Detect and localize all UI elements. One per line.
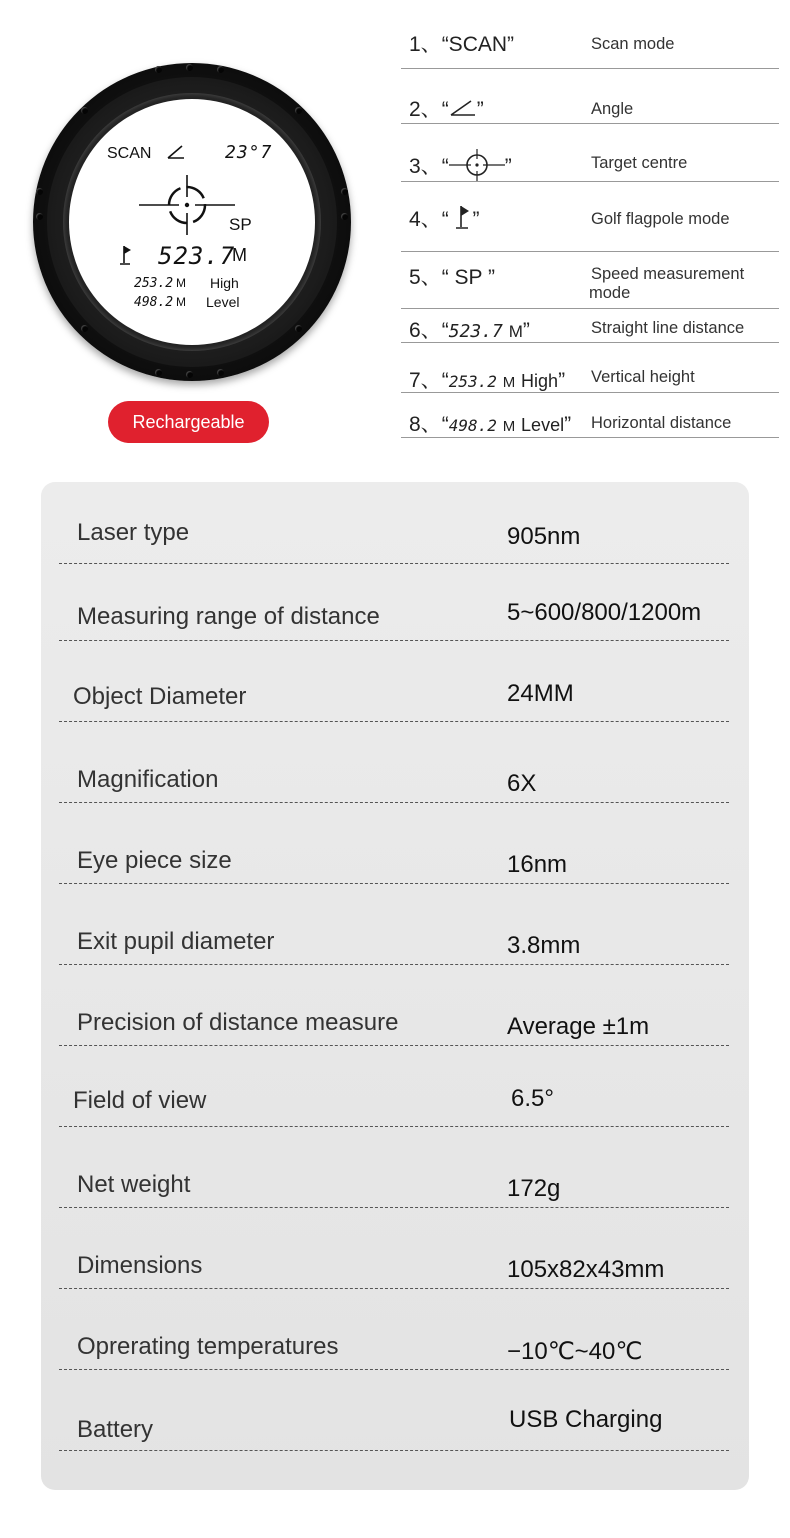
spec-row bbox=[59, 964, 729, 1046]
spec-label: Magnification bbox=[77, 766, 219, 793]
spec-label: Measuring range of distance bbox=[77, 603, 380, 630]
legend-symbol-word: High bbox=[521, 371, 559, 391]
legend-item: 8、“498.2 M Level” Horizontal distance bbox=[401, 392, 779, 438]
spec-value: 16nm bbox=[507, 851, 568, 878]
rechargeable-badge: Rechargeable bbox=[108, 401, 269, 443]
legend-num: 8、 bbox=[409, 413, 442, 436]
spec-value: 105x82x43mm bbox=[507, 1256, 665, 1283]
legend-item: 3、“ ” Target centre bbox=[401, 123, 779, 182]
legend-num: 6、 bbox=[409, 319, 442, 342]
spec-label: Precision of distance measure bbox=[77, 1009, 399, 1036]
crosshair-icon bbox=[449, 147, 505, 183]
legend-desc: Scan mode bbox=[591, 35, 675, 53]
spec-value: USB Charging bbox=[509, 1406, 663, 1433]
spec-panel bbox=[41, 482, 749, 1490]
lcd-sp-text: SP bbox=[229, 215, 252, 234]
spec-value: 5~600/800/1200m bbox=[507, 599, 702, 626]
angle-icon bbox=[449, 98, 477, 118]
lcd-scan-text: SCAN bbox=[107, 145, 152, 162]
legend-item: 4、“ ” Golf flagpole mode bbox=[401, 181, 779, 252]
legend-item: 7、“253.2 M High” Vertical height bbox=[401, 342, 779, 393]
legend-symbol-unit: M bbox=[508, 322, 523, 341]
spec-row bbox=[59, 563, 729, 641]
legend-num: 7、 bbox=[409, 369, 442, 392]
spec-value: 905nm bbox=[507, 523, 581, 550]
spec-row bbox=[59, 883, 729, 965]
legend-num: 3、 bbox=[409, 155, 442, 178]
spec-row bbox=[59, 802, 729, 884]
flag-icon bbox=[455, 204, 473, 230]
lcd-main-unit: M bbox=[232, 245, 247, 265]
spec-value: −10℃~40℃ bbox=[507, 1338, 643, 1365]
legend-num: 1、 bbox=[409, 33, 442, 56]
legend-desc: Target centre bbox=[591, 154, 688, 172]
spec-label: Laser type bbox=[77, 519, 190, 546]
legend-num: 5、 bbox=[409, 266, 442, 289]
legend-item: 6、“523.7 M” Straight line distance bbox=[401, 308, 779, 343]
lcd-main-distance: 523.7 bbox=[158, 242, 236, 270]
legend-desc: Straight line distance bbox=[591, 319, 745, 337]
legend-desc: Angle bbox=[591, 100, 634, 118]
legend-symbol-value: 253.2 bbox=[448, 372, 497, 391]
spec-label: Object Diameter bbox=[73, 683, 247, 710]
lcd-high-value: 253.2 bbox=[134, 276, 174, 291]
legend-symbol-value: 498.2 bbox=[448, 416, 497, 435]
lcd-high-word: High bbox=[210, 275, 239, 291]
spec-label: Dimensions bbox=[77, 1252, 203, 1279]
legend-desc: Horizontal distance bbox=[591, 414, 732, 432]
flag-icon bbox=[119, 244, 135, 266]
legend-symbol-value: 523.7 bbox=[448, 321, 503, 342]
legend-num: 4、 bbox=[409, 208, 442, 231]
lcd-content bbox=[33, 63, 351, 381]
spec-label: Eye piece size bbox=[77, 847, 232, 874]
legend-desc: Speed measurement bbox=[591, 265, 745, 283]
spec-label: Field of view bbox=[73, 1087, 207, 1114]
legend-symbol: “ SP ” bbox=[441, 266, 495, 289]
lcd-high-unit: M bbox=[176, 276, 186, 290]
spec-label: Battery bbox=[77, 1416, 154, 1443]
spec-value: 6X bbox=[507, 770, 537, 797]
legend-item: 2、“ ” Angle bbox=[401, 68, 779, 124]
spec-value: 24MM bbox=[507, 680, 574, 707]
spec-row bbox=[59, 1126, 729, 1208]
spec-value: 172g bbox=[507, 1175, 561, 1202]
spec-value: 3.8mm bbox=[507, 932, 581, 959]
angle-icon bbox=[166, 143, 186, 161]
spec-label: Oprerating temperatures bbox=[77, 1333, 339, 1360]
lcd-level-word: Level bbox=[206, 294, 240, 310]
lcd-angle-value: 23°7 bbox=[225, 142, 273, 163]
spec-row bbox=[59, 640, 729, 722]
legend-symbol-word: Level bbox=[521, 415, 565, 435]
legend-item bbox=[401, 0, 779, 69]
lcd-level-value: 498.2 bbox=[134, 295, 174, 310]
spec-row bbox=[59, 482, 729, 564]
spec-row bbox=[59, 1045, 729, 1127]
spec-row bbox=[59, 1369, 729, 1451]
spec-value: 6.5° bbox=[511, 1085, 554, 1112]
spec-row bbox=[59, 1288, 729, 1370]
legend-symbol-unit: M bbox=[502, 418, 516, 435]
legend-symbol-unit: M bbox=[502, 374, 516, 391]
crosshair-icon bbox=[139, 173, 235, 237]
legend-symbol: “SCAN” bbox=[441, 33, 515, 56]
legend-item bbox=[401, 251, 779, 309]
legend-desc: Vertical height bbox=[591, 368, 695, 386]
spec-row bbox=[59, 1207, 729, 1289]
spec-label: Exit pupil diameter bbox=[77, 928, 275, 955]
legend-desc: Golf flagpole mode bbox=[591, 210, 730, 228]
lcd-level-unit: M bbox=[176, 295, 186, 309]
legend-num: 2、 bbox=[409, 98, 442, 121]
spec-label: Net weight bbox=[77, 1171, 191, 1198]
spec-row bbox=[59, 721, 729, 803]
spec-value: Average ±1m bbox=[507, 1013, 650, 1040]
legend-desc-2: mode bbox=[589, 284, 631, 302]
